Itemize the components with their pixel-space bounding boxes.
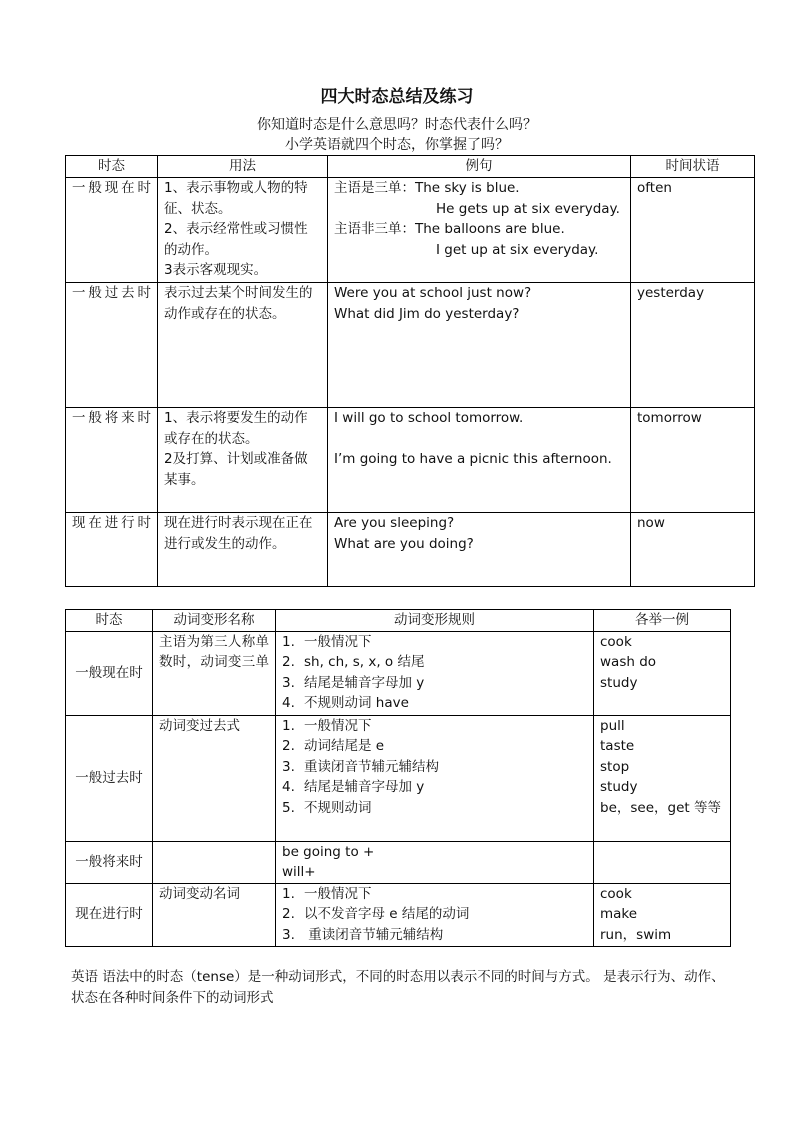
example-sentence: I get up at six everyday. xyxy=(436,241,599,258)
rule-text: 结尾是辅音字母加 y xyxy=(304,674,425,691)
rule-item xyxy=(282,736,587,757)
rules-cell xyxy=(276,715,594,841)
header-form-name: 动词变形名称 xyxy=(153,610,276,632)
form-name-cell: 主语为第三人称单数时，动词变三单 xyxy=(153,631,276,715)
rule-item xyxy=(282,632,587,653)
tense-cell: 一般过去时 xyxy=(66,715,153,841)
tense-cell: 一般过去时 xyxy=(66,283,158,408)
example-word: cook xyxy=(600,633,632,650)
tense-cell: 现在进行时 xyxy=(66,883,153,946)
example-word: stop xyxy=(600,758,630,775)
example-word: study xyxy=(600,779,638,796)
page-title: 四大时态总结及练习 xyxy=(320,87,474,107)
example-word: run，swim xyxy=(600,926,672,943)
tense-cell: 一般将来时 xyxy=(66,841,153,883)
rule-text: be going to + xyxy=(282,843,375,860)
rule-item xyxy=(282,777,587,798)
example-sentence: Are you sleeping? xyxy=(334,515,455,531)
examples-cell xyxy=(328,178,631,283)
usage-line: 3表示客观现实。 xyxy=(164,262,268,279)
example-sentence: I will go to school tomorrow. xyxy=(334,410,524,426)
example-sentence: The sky is blue. xyxy=(415,180,520,196)
table-row xyxy=(66,631,731,715)
header-tense: 时态 xyxy=(66,610,153,632)
example-sentence: What are you doing? xyxy=(334,535,474,552)
rule-number: 5. xyxy=(282,799,295,816)
header-time-adverbial: 时间状语 xyxy=(631,156,755,178)
form-name-cell xyxy=(153,841,276,883)
header-examples: 各举一例 xyxy=(594,610,731,632)
rule-number: 2. xyxy=(282,738,295,755)
header-tense: 时态 xyxy=(66,156,158,178)
example-sentence: Were you at school just now? xyxy=(334,285,532,301)
example-word: taste xyxy=(600,738,635,755)
header-usage: 用法 xyxy=(158,156,328,178)
rule-number: 2. xyxy=(282,654,295,671)
usage-line: 1、表示事物或人物的特征、状态。 xyxy=(164,180,308,217)
example-word: make xyxy=(600,906,638,923)
rule-item xyxy=(282,716,587,737)
table-row xyxy=(66,841,731,883)
rule-item xyxy=(282,884,587,905)
example-word: study xyxy=(600,674,638,691)
examples-cell xyxy=(328,408,631,513)
usage-line: 1、表示将要发生的动作或存在的状态。 xyxy=(164,410,308,447)
example-word: wash do xyxy=(600,654,657,671)
usage-cell xyxy=(158,178,328,283)
rule-item xyxy=(282,757,587,778)
usage-line: 2、表示经常性或习惯性的动作。 xyxy=(164,221,308,258)
rule-text: 不规则动词 have xyxy=(304,695,409,712)
rule-text: 一般情况下 xyxy=(304,717,372,734)
tense-cell: 一般现在时 xyxy=(66,178,158,283)
examples-cell xyxy=(594,841,731,883)
table-row xyxy=(66,178,755,283)
rule-item xyxy=(282,693,587,714)
rule-number: 1. xyxy=(282,717,295,734)
usage-line: 2及打算、计划或准备做某事。 xyxy=(164,451,308,488)
examples-cell xyxy=(328,513,631,587)
rule-text: 一般情况下 xyxy=(304,633,372,650)
tense-usage-table xyxy=(65,155,755,587)
rule-number: 4. xyxy=(282,779,295,796)
example-sentence: What did Jim do yesterday? xyxy=(334,305,520,322)
rule-text: will+ xyxy=(282,864,316,881)
table-row xyxy=(66,715,731,841)
rule-text: 以不发音字母 e 结尾的动词 xyxy=(304,906,470,923)
rules-cell xyxy=(276,883,594,946)
rules-cell xyxy=(276,841,594,883)
rule-item xyxy=(282,798,587,819)
rule-text: 结尾是辅音字母加 y xyxy=(304,779,425,796)
table-row xyxy=(66,283,755,408)
table-row xyxy=(66,883,731,946)
example-line xyxy=(334,178,624,199)
table-row xyxy=(66,513,755,587)
usage-cell: 现在进行时表示现在正在进行或发生的动作。 xyxy=(158,513,328,587)
rule-number: 1. xyxy=(282,885,295,902)
time-cell: yesterday xyxy=(631,283,755,408)
rule-number: 4. xyxy=(282,695,295,712)
usage-cell: 表示过去某个时间发生的动作或存在的状态。 xyxy=(158,283,328,408)
rule-text: 重读闭音节辅元辅结构 xyxy=(304,758,439,775)
example-word: be，see，get 等等 xyxy=(600,799,721,816)
example-sentence: The balloons are blue. xyxy=(415,221,565,238)
form-name-cell: 动词变过去式 xyxy=(153,715,276,841)
rule-number: 3. xyxy=(282,674,295,691)
rule-item xyxy=(282,673,587,694)
table-row xyxy=(66,408,755,513)
header-form-rules: 动词变形规则 xyxy=(276,610,594,632)
example-sentence: I’m going to have a picnic this afternoon. xyxy=(334,451,612,468)
example-label: 主语是三单： xyxy=(334,180,415,196)
example-line xyxy=(334,219,624,240)
verb-form-table xyxy=(65,609,731,947)
rule-item xyxy=(282,652,587,673)
examples-cell xyxy=(594,631,731,715)
tense-cell: 一般将来时 xyxy=(66,408,158,513)
tense-cell: 现在进行时 xyxy=(66,513,158,587)
example-sentence: He gets up at six everyday. xyxy=(436,200,620,217)
rule-item xyxy=(282,904,587,925)
subtitle-question: 你知道时态是什么意思吗？时态代表什么吗？ xyxy=(257,117,537,133)
tense-cell: 一般现在时 xyxy=(66,631,153,715)
example-label: 主语非三单： xyxy=(334,221,415,238)
example-word: cook xyxy=(600,885,632,902)
subtitle-intro: 小学英语就四个时态，你掌握了吗？ xyxy=(285,137,509,153)
time-cell: tomorrow xyxy=(631,408,755,513)
examples-cell xyxy=(328,283,631,408)
example-word: pull xyxy=(600,717,625,734)
rule-text: 不规则动词 xyxy=(304,799,372,816)
time-cell: often xyxy=(631,178,755,283)
rule-number: 3. xyxy=(282,926,295,943)
rule-number: 1. xyxy=(282,633,295,650)
footer-paragraph: 英语 语法中的时态（tense）是一种动词形式，不同的时态用以表示不同的时间与方式。 是表示行为、动作、状态在各种时间条件下的动词形式 xyxy=(71,969,725,1006)
rule-text: 动词结尾是 e xyxy=(304,738,385,755)
rules-cell xyxy=(276,631,594,715)
rule-text: sh, ch, s, x, o 结尾 xyxy=(304,654,425,671)
time-cell: now xyxy=(631,513,755,587)
rule-text: 重读闭音节辅元辅结构 xyxy=(304,926,444,943)
examples-cell xyxy=(594,883,731,946)
rule-text: 一般情况下 xyxy=(304,885,372,902)
form-name-cell: 动词变动名词 xyxy=(153,883,276,946)
header-examples: 例句 xyxy=(328,156,631,178)
rule-item xyxy=(282,925,587,946)
examples-cell xyxy=(594,715,731,841)
usage-cell xyxy=(158,408,328,513)
rule-number: 3. xyxy=(282,758,295,775)
rule-number: 2. xyxy=(282,906,295,923)
